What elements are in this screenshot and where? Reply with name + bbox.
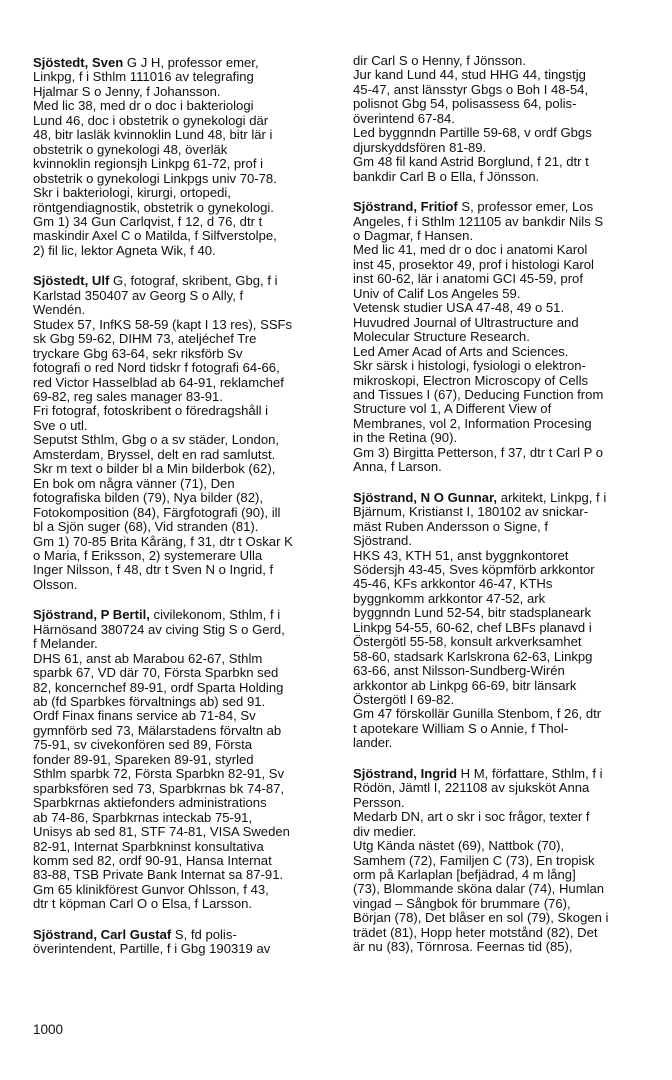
entry-name: Sjöstrand, Fritiof (353, 199, 458, 215)
entry-text: div medier. (353, 823, 417, 839)
text-line (353, 796, 653, 810)
entry-text: Led byggnndn Partille 59-68, v ordf Gbgs (353, 125, 592, 141)
entry-text: tryckare Gbg 63-64, sekr riksförb Sv (33, 345, 243, 361)
text-line (353, 854, 653, 868)
entry-text: Wendén. (33, 302, 86, 318)
entry-text: trädet (81), Hopp heter motstånd (82), Det (353, 924, 598, 940)
text-line (353, 549, 653, 563)
text-line (33, 520, 333, 534)
text-line (33, 361, 333, 375)
text-line (353, 215, 653, 229)
entry-text: Karlstad 350407 av Georg S o Ally, f (33, 287, 244, 303)
entry-text: Gm 48 fil kand Astrid Borglund, f 21, dtr t (353, 154, 589, 170)
text-line (353, 577, 653, 591)
biography-entry (33, 608, 333, 912)
text-line (33, 928, 333, 942)
entry-text: Anna, f Larson. (353, 459, 442, 475)
entry-text: DHS 61, anst ab Marabou 62-67, Sthlm (33, 650, 263, 666)
entry-text: Molecular Structure Research. (353, 329, 530, 345)
text-line (33, 796, 333, 810)
text-line (353, 460, 653, 474)
entry-text: Gm 65 klinikförest Gunvor Ohlsson, f 43, (33, 881, 269, 897)
entry-text: G, fotograf, skribent, Gbg, f i (109, 273, 278, 289)
text-line (353, 679, 653, 693)
entry-text: in the Retina (90). (353, 430, 458, 446)
entry-text: Studex 57, InfKS 58-59 (kapt I 13 res), SSFs (33, 316, 293, 332)
biography-entry (33, 928, 333, 957)
entry-text: Unisys ab sed 81, STF 74-81, VISA Sweden (33, 824, 290, 840)
text-line (353, 505, 653, 519)
entry-text: Vetensk studier USA 47-48, 49 o 51. (353, 300, 565, 316)
entry-text: Univ of Calif Los Angeles 59. (353, 285, 521, 301)
entry-text: Östergötl I 69-82. (353, 692, 455, 708)
entry-text: 69-82, reg sales manager 83-91. (33, 388, 223, 404)
entry-text: HKS 43, KTH 51, anst byggnkontoret (353, 547, 569, 563)
entry-name: Sjöstedt, Sven (33, 55, 124, 70)
entry-text: ab 74-86, Sparbkrnas inteckab 75-91, (33, 809, 253, 825)
text-line (33, 114, 333, 128)
entry-text: Led Amer Acad of Arts and Sciences. (353, 343, 569, 359)
biography-entry (353, 200, 653, 475)
entry-text: and Tissues I (67), Deducing Function from (353, 386, 604, 402)
entry-text: inst 60-62, lär i anatomi GCI 45-59, prof (353, 271, 583, 287)
text-line (353, 781, 653, 795)
entry-text: Jur kand Lund 44, stud HHG 44, tingstjg (353, 67, 586, 83)
page-number: 1000 (33, 1022, 64, 1037)
entry-text: S, fd polis- (171, 926, 237, 942)
entry-text: Skr m text o bilder bl a Min bilderbok (62), (33, 461, 276, 477)
text-line (353, 446, 653, 460)
biography-entry (353, 54, 653, 184)
text-line (353, 316, 653, 330)
entry-text: Persson. (353, 794, 405, 810)
entry-text: Olsson. (33, 576, 78, 592)
entry-text: Sparbkrnas aktiefonders administrations (33, 795, 267, 811)
text-line (33, 244, 333, 258)
text-line (33, 477, 333, 491)
text-line (33, 738, 333, 752)
entry-text: överintendent, Partille, f i Gbg 190319 av (33, 941, 271, 957)
text-line (33, 724, 333, 738)
text-line (353, 491, 653, 505)
entry-text: komm sed 82, ordf 90-91, Hansa Internat (33, 853, 272, 869)
entry-text: polisnot Gbg 54, polisassess 64, polis- (353, 96, 577, 112)
entry-text: Hjalmar S o Jenny, f Johansson. (33, 83, 221, 99)
entry-text: Sthlm sparbk 72, Första Sparbkn 82-91, Sv (33, 766, 285, 782)
text-line (353, 97, 653, 111)
biography-entry (353, 767, 653, 955)
entry-text: Bjärnum, Kristianst I, 180102 av snickar- (353, 504, 589, 520)
text-line (33, 825, 333, 839)
entry-text: ab (fd Sparbkes förvaltnings ab) sed 91. (33, 694, 266, 710)
text-line (33, 143, 333, 157)
entry-text: sparbk 67, VD där 70, Första Sparbkn sed (33, 665, 279, 681)
text-line (353, 141, 653, 155)
entry-text: Början (78), Det blåser en sol (79), Skogen i (353, 910, 609, 926)
text-line (353, 388, 653, 402)
entry-text: är nu (83), Törnrosa. Feernas tid (85), (353, 939, 573, 955)
entry-text: Utg Kända nästet (69), Nattbok (70), (353, 838, 565, 854)
entry-name: Sjöstrand, Ingrid (353, 765, 458, 781)
text-line (33, 681, 333, 695)
entry-text: Samhem (72), Familjen C (73), En tropisk (353, 852, 595, 868)
entry-text: Gm 1) 34 Gun Carlqvist, f 12, d 76, dtr t (33, 213, 263, 229)
text-line (33, 274, 333, 288)
text-line (33, 347, 333, 361)
text-line (33, 623, 333, 637)
entry-name: Sjöstrand, P Bertil, (33, 607, 150, 623)
entry-text: byggnkomm arkkontor 47-52, ark (353, 590, 546, 606)
text-line (33, 942, 333, 956)
entry-text: obstetrik o gynekologi Linkpgs univ 70-78. (33, 170, 277, 186)
text-line (33, 433, 333, 447)
text-line (33, 332, 333, 346)
text-line (353, 810, 653, 824)
entry-text: byggnndn Lund 52-54, bitr stadsplaneark (353, 605, 592, 621)
entry-text: Huvudred Journal of Ultrastructure and (353, 314, 579, 330)
text-line (353, 911, 653, 925)
entry-text: dir Carl S o Henny, f Jönsson. (353, 53, 526, 68)
entry-text: fonder 89-91, Spareken 89-91, styrled (33, 751, 254, 767)
biography-entry (353, 491, 653, 751)
entry-text: Fri fotograf, fotoskribent o föredragshåll i (33, 403, 269, 419)
text-line (33, 128, 333, 142)
text-line (33, 578, 333, 592)
text-line (353, 868, 653, 882)
entry-text: Membranes, vol 2, Information Procesing (353, 415, 592, 431)
text-line (33, 404, 333, 418)
text-line (353, 68, 653, 82)
text-line (353, 707, 653, 721)
entry-text: Skr särsk i histologi, fysiologi o elektron- (353, 358, 586, 374)
text-line (33, 652, 333, 666)
entry-text: Rödön, Jämtl I, 221108 av sjuksköt Anna (353, 780, 590, 796)
text-line (33, 767, 333, 781)
entry-text: djurskyddsfören 81-89. (353, 139, 487, 155)
entry-text: mäst Ruben Andersson o Signe, f (353, 518, 549, 534)
text-line (33, 99, 333, 113)
text-line (353, 170, 653, 184)
entry-text: red Victor Hasselblad ab 64-91, reklamchef (33, 374, 284, 390)
text-line (33, 229, 333, 243)
entry-text: Fotokomposition (84), Färgfotografi (90), ill (33, 504, 281, 520)
text-line (33, 70, 333, 84)
text-line (33, 695, 333, 709)
entry-text: vingad – Sångbok för brummare (76), (353, 895, 571, 911)
entry-text: Södersjh 43-45, Sves köpmförb arkkontor (353, 561, 595, 577)
text-line (353, 374, 653, 388)
text-line (353, 417, 653, 431)
text-line (33, 448, 333, 462)
text-line (353, 563, 653, 577)
text-line (353, 359, 653, 373)
entry-text: orm på Karlaplan [befjädrad, 4 m lång] (353, 867, 576, 883)
entry-text: o Dagmar, f Hansen. (353, 227, 474, 243)
text-line (33, 390, 333, 404)
entry-text: gymnförb sed 73, Mälarstadens förvaltn ab (33, 722, 282, 738)
entry-text: 58-60, stadsark Karlskrona 62-63, Linkpg (353, 648, 593, 664)
entry-text: arkkontor ab Linkpg 66-69, bitr länsark (353, 677, 577, 693)
entry-text: sparbksfören sed 73, Sparbkrnas bk 74-87, (33, 780, 285, 796)
text-line (33, 868, 333, 882)
entry-text: Med lic 38, med dr o doc i bakteriologi (33, 98, 254, 114)
biography-entry (33, 56, 333, 258)
text-line (33, 462, 333, 476)
text-line (33, 303, 333, 317)
entry-text: S, professor emer, Los (457, 199, 594, 215)
entry-text: Seputst Sthlm, Gbg o a sv städer, London, (33, 432, 280, 448)
entry-text: Gm 1) 70-85 Brita Kåräng, f 31, dtr t Oskar K (33, 533, 293, 549)
text-line (353, 345, 653, 359)
entry-text: Skr i bakteriologi, kirurgi, ortopedi, (33, 185, 231, 201)
text-line (33, 608, 333, 622)
text-line (33, 215, 333, 229)
text-line (353, 736, 653, 750)
text-line (33, 753, 333, 767)
text-line (33, 201, 333, 215)
text-line (353, 272, 653, 286)
left-column (33, 56, 333, 973)
text-line (353, 520, 653, 534)
text-line (33, 186, 333, 200)
entry-text: Lund 46, doc i obstetrik o gynekologi där (33, 112, 269, 128)
text-line (33, 637, 333, 651)
text-line (353, 897, 653, 911)
entry-text: Medarb DN, art o skr i soc frågor, texter f (353, 809, 590, 825)
text-line (33, 289, 333, 303)
entry-text: 45-46, KFs arkkontor 46-47, KTHs (353, 576, 553, 592)
text-line (33, 376, 333, 390)
text-line (353, 431, 653, 445)
text-line (33, 56, 333, 70)
text-line (33, 419, 333, 433)
entry-text: 75-91, sv civekonfören sed 89, Första (33, 737, 253, 753)
text-line (353, 402, 653, 416)
text-line (33, 172, 333, 186)
text-line (353, 650, 653, 664)
entry-text: Sve o utl. (33, 417, 88, 433)
entry-text: f Melander. (33, 636, 98, 652)
text-line (33, 666, 333, 680)
text-line (33, 85, 333, 99)
entry-text: (73), Blommande sköna dalar (74), Humlan (353, 881, 605, 897)
text-line (353, 926, 653, 940)
text-line (33, 811, 333, 825)
text-line (33, 782, 333, 796)
entry-text: Linkpg 54-55, 60-62, chef LBFs planavd i (353, 619, 592, 635)
text-line (33, 491, 333, 505)
right-column (353, 54, 653, 971)
entry-text: 2) fil lic, lektor Agneta Wik, f 40. (33, 242, 216, 258)
entry-text: Angeles, f i Sthlm 121105 av bankdir Nils S (353, 213, 604, 229)
entry-text: 48, bitr lasläk kvinnoklin Lund 48, bitr lär i (33, 127, 273, 143)
text-line (353, 592, 653, 606)
text-line (33, 709, 333, 723)
text-line (33, 506, 333, 520)
entry-text: dtr t köpman Carl O o Elsa, f Larsson. (33, 896, 253, 912)
entry-text: Härnösand 380724 av civing Stig S o Gerd, (33, 621, 285, 637)
text-line (353, 200, 653, 214)
entry-text: maskindir Axel C o Matilda, f Silfverstolpe, (33, 228, 277, 244)
entry-text: lander. (353, 735, 393, 751)
entry-text: Sjöstrand. (353, 533, 412, 549)
entry-text: inst 45, prosektor 49, prof i histologi Karol (353, 256, 594, 272)
text-line (353, 330, 653, 344)
entry-text: 45-47, anst länsstyr Gbgs o Boh I 48-54, (353, 81, 589, 97)
entry-name: Sjöstrand, Carl Gustaf (33, 926, 172, 942)
text-line (353, 54, 653, 68)
entry-text: Linkpg, f i Sthlm 111016 av telegrafing (33, 69, 254, 85)
entry-text: 82-91, Internat Sparbkninst konsultativa (33, 838, 264, 854)
entry-text: Ordf Finax finans service ab 71-84, Sv (33, 708, 256, 724)
text-line (353, 112, 653, 126)
text-line (353, 243, 653, 257)
entry-text: t apotekare William S o Annie, f Thol- (353, 720, 569, 736)
text-line (353, 839, 653, 853)
text-line (33, 854, 333, 868)
text-line (353, 155, 653, 169)
text-line (33, 897, 333, 911)
entry-text: fotografi o red Nord tidskr f fotografi 64-66, (33, 360, 280, 376)
entry-text: 83-88, TSB Private Bank Internat sa 87-91. (33, 867, 284, 883)
text-line (353, 126, 653, 140)
entry-text: arkitekt, Linkpg, f i (497, 489, 607, 505)
text-line (33, 549, 333, 563)
entry-text: En bok om några vänner (71), Den (33, 475, 235, 491)
text-line (353, 287, 653, 301)
entry-text: o Maria, f Eriksson, 2) systemerare Ulla (33, 547, 263, 563)
entry-text: 82, koncernchef 89-91, ordf Sparta Holding (33, 679, 284, 695)
entry-text: G J H, professor emer, (123, 55, 259, 70)
text-line (353, 534, 653, 548)
entry-name: Sjöstrand, N O Gunnar, (353, 489, 498, 505)
entry-text: sk Gbg 59-62, DIHM 73, ateljéchef Tre (33, 331, 257, 347)
text-line (353, 635, 653, 649)
text-line (353, 882, 653, 896)
text-line (33, 840, 333, 854)
text-line (353, 621, 653, 635)
entry-text: civilekonom, Sthlm, f i (149, 607, 281, 623)
text-line (353, 693, 653, 707)
text-line (353, 767, 653, 781)
text-line (33, 535, 333, 549)
entry-text: mikroskopi, Electron Microscopy of Cells (353, 372, 589, 388)
text-line (353, 825, 653, 839)
entry-text: H M, författare, Sthlm, f i (457, 765, 603, 781)
entry-text: fotografiska bilden (79), Nya bilder (82), (33, 490, 263, 506)
text-line (353, 229, 653, 243)
biography-entry (33, 274, 333, 592)
text-line (33, 883, 333, 897)
text-line (33, 157, 333, 171)
entry-text: Östergötl 55-58, konsult arkverksamhet (353, 634, 582, 650)
text-line (353, 258, 653, 272)
entry-text: överintend 67-84. (353, 110, 455, 126)
text-line (353, 606, 653, 620)
text-line (33, 318, 333, 332)
text-line (353, 940, 653, 954)
entry-text: Structure vol 1, A Different View of (353, 401, 552, 417)
entry-text: Gm 3) Birgitta Petterson, f 37, dtr t Carl P o (353, 444, 604, 460)
entry-text: bankdir Carl B o Ella, f Jönsson. (353, 168, 540, 184)
text-line (33, 563, 333, 577)
text-line (353, 722, 653, 736)
entry-name: Sjöstedt, Ulf (33, 273, 110, 289)
entry-text: röntgendiagnostik, obstetrik o gynekologi. (33, 199, 274, 215)
entry-text: Amsterdam, Bryssel, delt en rad samlutst. (33, 446, 276, 462)
entry-text: Med lic 41, med dr o doc i anatomi Karol (353, 242, 588, 258)
text-line (353, 301, 653, 315)
text-line (353, 664, 653, 678)
entry-text: obstetrik o gynekologi 48, överläk (33, 141, 228, 157)
entry-text: Gm 47 förskollär Gunilla Stenbom, f 26, dtr (353, 706, 602, 722)
text-line (353, 83, 653, 97)
entry-text: 63-66, anst Nilsson-Sundberg-Wirén (353, 663, 565, 679)
entry-text: Inger Nilsson, f 48, dtr t Sven N o Ingrid, f (33, 562, 274, 578)
entry-text: bl a Sjön suger (68), Vid stranden (81). (33, 519, 259, 535)
entry-text: kvinnoklin regionsjh Linkpg 61-72, prof i (33, 156, 264, 172)
